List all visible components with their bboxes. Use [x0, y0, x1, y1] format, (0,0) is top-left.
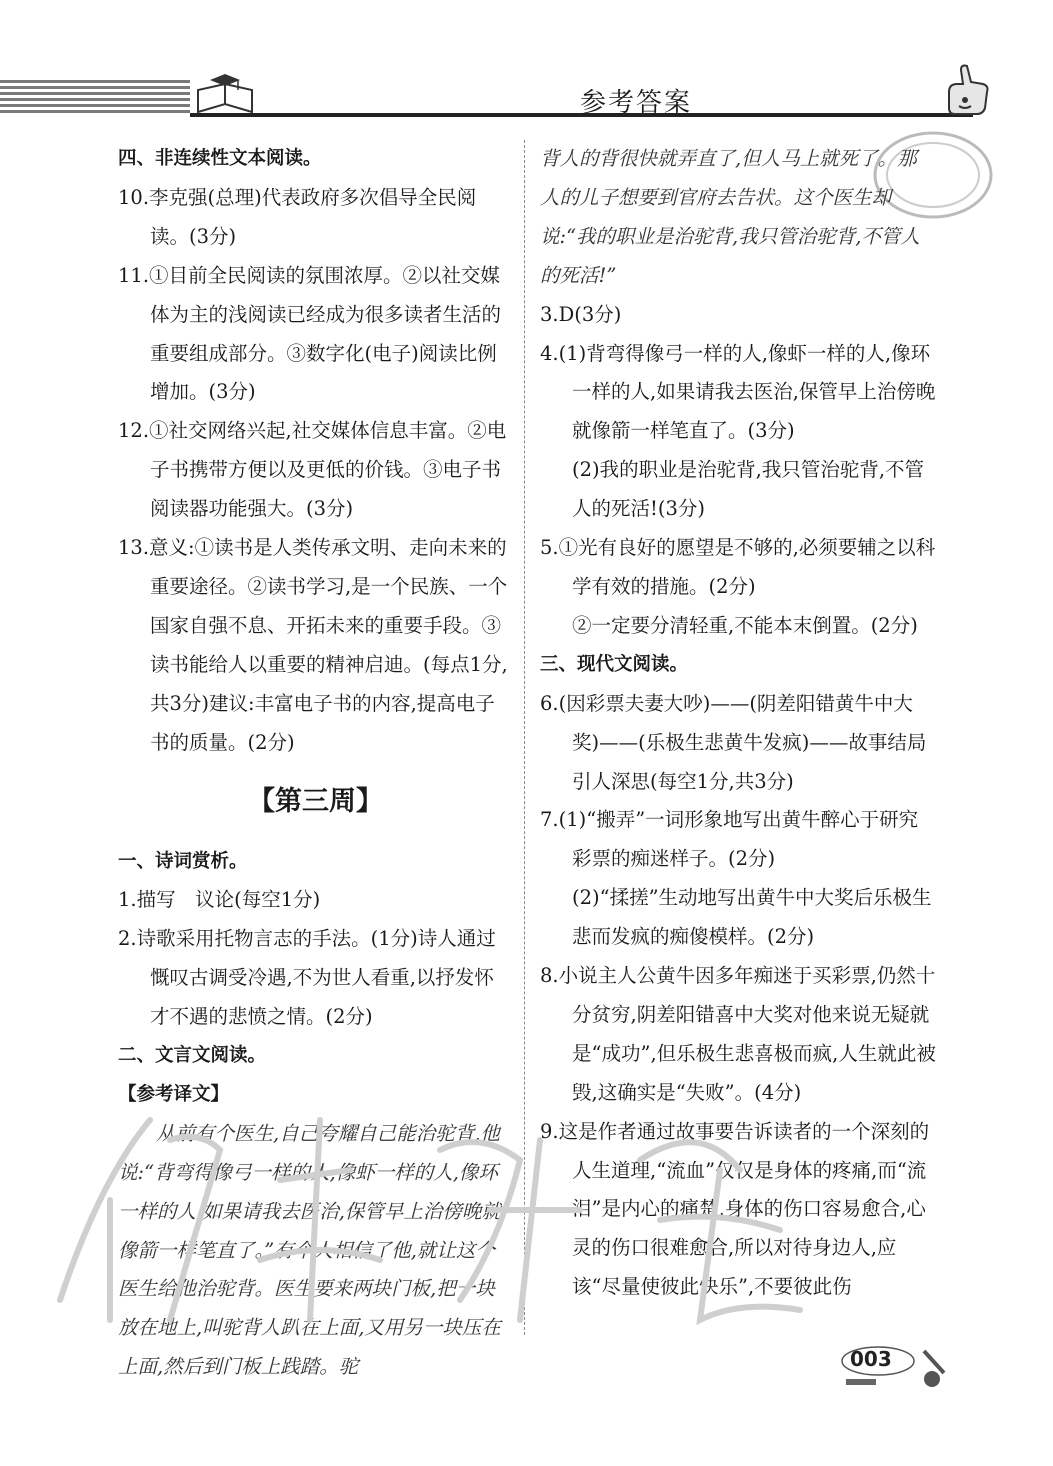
page-number-badge: [840, 1343, 950, 1393]
answer-6: 6.(因彩票夫妻大吵)——(阴差阳错黄牛中大奖)——(乐极生悲黄牛发疯)——故事结局引人深思(每空1分,共3分): [540, 691, 927, 793]
answer-2: 2.诗歌采用托物言志的手法。(1分)诗人通过慨叹古调受冷遇,不为世人看重,以抒发怀才不遇的悲愤之情。(2分): [118, 927, 496, 1029]
page-title: 参考答案: [580, 88, 693, 118]
translation-text: 从前有个医生,自己夸耀自己能治驼背,他说:“背弯得像弓一样的人,像虾一样的人,像环一样的人,如果请我去医治,保管早上治傍晚就像箭一样笔直了。”有个人相信了他,就让这个医生给他治驼背。医生要来两块门板,把一块放在地上,叫驼背人趴在上面,又用另一块压在上面,然后到门板上践踏。驼: [118, 1121, 501, 1379]
week-title: 【第三周】: [248, 785, 383, 817]
answer-10: 10.李克强(总理)代表政府多次倡导全民阅读。(3分): [118, 185, 477, 248]
answer-8: 8.小说主人公黄牛因多年痴迷于买彩票,仍然十分贫穷,阴差阳错喜中大奖对他来说无疑就是“成功”,但乐极生悲喜极而疯,人生就此被毁,这确实是“失败”。(4分): [540, 964, 936, 1104]
answer-4-1: 4.(1)背弯得像弓一样的人,像虾一样的人,像环一样的人,如果请我去医治,保管早上治傍晚就像箭一样笔直了。(3分): [540, 341, 936, 443]
section-heading-4: 四、非连续性文本阅读。: [118, 148, 322, 169]
graduation-book-icon: [190, 72, 260, 118]
answer-9: 9.这是作者通过故事要告诉读者的一个深刻的人生道理,“流血”仅仅是身体的疼痛,而“流泪”是内心的痛楚,身体的伤口容易愈合,心灵的伤口很难愈合,所以对待身边人,应该“尽量使彼此快乐”,不要彼此伤: [540, 1119, 930, 1299]
reference-translation-tag: 【参考译文】: [118, 1083, 230, 1105]
section-heading-3: 三、现代文阅读。: [540, 653, 689, 675]
header-stripes: [0, 80, 190, 114]
answer-12: 12.①社交网络兴起,社交媒体信息丰富。②电子书携带方便以及更低的价钱。③电子书阅读器功能强大。(3分): [118, 419, 507, 521]
answer-7-2: (2)“揉搓”生动地写出黄牛中大奖后乐极生悲而发疯的痴傻模样。(2分): [572, 886, 932, 949]
page-number: 003: [850, 1347, 892, 1371]
answer-5-2: ②一定要分清轻重,不能本末倒置。(2分): [572, 613, 918, 637]
answer-7-1: 7.(1)“搬弄”一词形象地写出黄牛醉心于研究彩票的痴迷样子。(2分): [540, 808, 919, 871]
translation-continued: 背人的背很快就弄直了,但人马上就死了。那人的儿子想要到官府去告状。这个医生却说:“我的职业是治驼背,我只管治驼背,不管人的死活!”: [540, 147, 920, 287]
answer-4-2: (2)我的职业是治驼背,我只管治驼背,不管人的死活!(3分): [572, 458, 925, 521]
section-heading-1: 一、诗词赏析。: [118, 850, 248, 872]
answer-5-1: 5.①光有良好的愿望是不够的,必须要辅之以科学有效的措施。(2分): [540, 536, 936, 598]
answer-1: 1.描写 议论(每空1分): [118, 888, 321, 912]
section-heading-2: 二、文言文阅读。: [118, 1045, 267, 1067]
answer-3: 3.D(3分): [540, 302, 622, 326]
thumbs-up-icon: [935, 62, 995, 122]
answer-11: 11.①目前全民阅读的氛围浓厚。②以社交媒体为主的浅阅读已经成为很多读者生活的重要组成部分。③数字化(电子)阅读比例增加。(3分): [118, 263, 502, 404]
watermark-logo: [20, 1060, 920, 1340]
answer-13: 13.意义:①读书是人类传承文明、走向未来的重要途径。②读书学习,是一个民族、一个国家自强不息、开拓未来的重要手段。③读书能给人以重要的精神启迪。(每点1分,共3分)建议:丰富电子书的内容,提高电子书的质量。(2分): [118, 536, 508, 754]
page-header: [0, 62, 1053, 122]
